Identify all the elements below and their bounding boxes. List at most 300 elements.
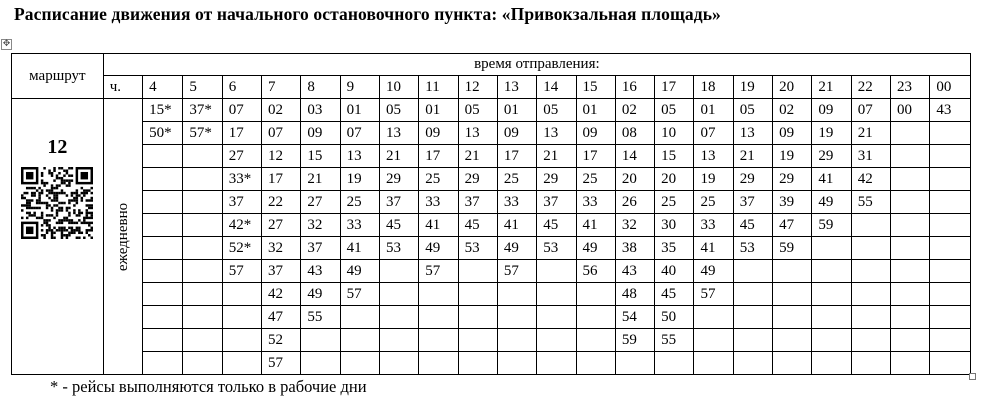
time-cell [183,283,222,306]
time-cell [851,283,890,306]
time-cell [851,260,890,283]
time-cell [379,283,418,306]
time-cell: 49 [340,260,379,283]
time-cell [458,306,497,329]
time-cell [379,260,418,283]
time-cell [812,283,851,306]
time-cell: 43 [301,260,340,283]
time-cell [222,329,261,352]
time-cell: 05 [379,99,418,122]
time-cell: 00 [891,99,930,122]
time-cell: 25 [576,168,615,191]
time-cell: 20 [655,168,694,191]
time-cell: 33 [419,191,458,214]
time-cell [537,352,576,375]
time-cell [930,306,971,329]
time-cell [143,168,183,191]
time-cell: 17 [576,145,615,168]
time-cell [891,122,930,145]
time-cell: 29 [812,145,851,168]
time-cell: 57 [497,260,536,283]
time-cell: 57 [262,352,301,375]
table-row [12,191,971,214]
time-cell: 25 [340,191,379,214]
table-resize-handle[interactable] [969,373,976,380]
time-cell [773,329,812,352]
time-cell [891,352,930,375]
time-cell [183,191,222,214]
time-cell: 29 [537,168,576,191]
daily-cell [103,99,142,375]
time-cell: 45 [537,214,576,237]
table-row [12,352,971,375]
time-cell: 45 [733,214,772,237]
time-cell [537,329,576,352]
time-cell [222,352,261,375]
time-cell: 07 [851,99,890,122]
time-cell: 59 [773,237,812,260]
time-cell [773,260,812,283]
time-cell: 07 [340,122,379,145]
time-cell: 53 [458,237,497,260]
time-cell: 15* [143,99,183,122]
time-cell [891,214,930,237]
table-row [12,329,971,352]
table-row [12,168,971,191]
time-cell: 29 [773,168,812,191]
time-cell [694,352,733,375]
time-cell [458,352,497,375]
time-cell [458,329,497,352]
time-cell: 29 [458,168,497,191]
hour-header-cell: 22 [851,76,890,99]
time-cell: 29 [379,168,418,191]
time-cell: 19 [340,168,379,191]
time-cell [537,260,576,283]
time-cell [733,306,772,329]
hour-header-cell: 21 [812,76,851,99]
time-cell [497,306,536,329]
hour-header-cell: 18 [694,76,733,99]
time-cell [733,352,772,375]
time-cell: 53 [379,237,418,260]
time-cell [183,306,222,329]
time-cell: 01 [419,99,458,122]
time-cell [576,329,615,352]
time-cell: 40 [655,260,694,283]
time-cell: 02 [773,99,812,122]
time-cell [537,306,576,329]
time-cell [340,329,379,352]
time-cell: 41 [340,237,379,260]
time-cell [301,329,340,352]
time-cell [930,168,971,191]
time-cell [930,352,971,375]
time-cell [419,352,458,375]
time-cell [143,214,183,237]
time-cell [183,352,222,375]
hour-header-cell: 4 [143,76,183,99]
time-cell [733,329,772,352]
time-cell: 37 [379,191,418,214]
time-cell: 13 [379,122,418,145]
time-cell [379,329,418,352]
time-cell [773,352,812,375]
table-row [12,122,971,145]
time-cell [694,329,733,352]
time-cell [379,352,418,375]
time-cell: 22 [262,191,301,214]
time-cell: 42 [851,168,890,191]
time-cell: 25 [694,191,733,214]
table-row [12,145,971,168]
route-number: 12 [47,136,68,158]
hour-header-cell: 15 [576,76,615,99]
time-cell: 15 [301,145,340,168]
time-cell [143,329,183,352]
hour-header-cell: 12 [458,76,497,99]
table-row [12,99,971,122]
time-cell: 13 [733,122,772,145]
time-cell [891,237,930,260]
hours-row [12,76,971,99]
time-cell [733,283,772,306]
time-cell [419,283,458,306]
time-cell: 09 [773,122,812,145]
time-cell: 01 [340,99,379,122]
time-cell: 05 [733,99,772,122]
hour-header-cell: 8 [301,76,340,99]
time-cell [222,306,261,329]
time-cell [458,283,497,306]
time-cell [143,260,183,283]
time-cell: 50* [143,122,183,145]
time-cell [930,329,971,352]
hour-header-cell: 17 [655,76,694,99]
time-cell [419,329,458,352]
time-cell: 05 [537,99,576,122]
time-cell: 21 [458,145,497,168]
hour-header-cell: 20 [773,76,812,99]
time-cell: 25 [497,168,536,191]
time-cell [773,283,812,306]
time-cell: 32 [262,237,301,260]
time-cell [615,352,654,375]
time-cell [419,306,458,329]
hour-header-cell: 13 [497,76,536,99]
header-row-1 [12,54,971,76]
time-cell [576,283,615,306]
table-row [12,214,971,237]
time-cell [222,283,261,306]
time-cell: 09 [812,99,851,122]
time-cell: 52* [222,237,261,260]
time-cell: 12 [262,145,301,168]
time-cell: 41 [576,214,615,237]
time-cell: 33 [576,191,615,214]
time-cell [143,283,183,306]
time-cell: 08 [615,122,654,145]
time-cell: 57* [183,122,222,145]
time-cell: 07 [694,122,733,145]
time-cell [733,260,772,283]
time-cell: 49 [694,260,733,283]
time-cell: 42 [262,283,301,306]
time-cell: 27 [222,145,261,168]
time-cell: 38 [615,237,654,260]
time-cell [930,283,971,306]
time-cell: 21 [301,168,340,191]
time-cell: 32 [301,214,340,237]
time-cell: 07 [222,99,261,122]
time-cell [851,352,890,375]
time-cell: 45 [379,214,418,237]
time-cell: 43 [930,99,971,122]
time-cell: 37 [733,191,772,214]
time-cell [930,191,971,214]
time-cell: 02 [615,99,654,122]
time-cell [891,145,930,168]
time-cell: 25 [419,168,458,191]
time-cell [497,352,536,375]
time-cell: 33 [340,214,379,237]
time-cell [340,306,379,329]
time-cell: 37 [301,237,340,260]
time-cell: 17 [222,122,261,145]
time-cell: 49 [301,283,340,306]
time-cell: 26 [615,191,654,214]
time-cell: 41 [812,168,851,191]
time-cell: 07 [262,122,301,145]
time-cell [183,329,222,352]
time-cell [930,122,971,145]
time-cell: 41 [419,214,458,237]
time-cell: 09 [301,122,340,145]
hour-header-cell: 16 [615,76,654,99]
time-cell: 19 [694,168,733,191]
time-cell: 49 [812,191,851,214]
time-cell: 10 [655,122,694,145]
time-cell: 13 [694,145,733,168]
time-cell: 59 [615,329,654,352]
time-cell [812,260,851,283]
daily-label: ежедневно [114,202,131,271]
time-cell: 33* [222,168,261,191]
time-cell: 35 [655,237,694,260]
time-cell: 47 [262,306,301,329]
time-cell: 37 [222,191,261,214]
departure-header: время отправления: [103,54,970,76]
time-cell: 21 [537,145,576,168]
time-cell [891,306,930,329]
time-cell [812,306,851,329]
time-cell: 13 [537,122,576,145]
time-cell [891,260,930,283]
time-cell [143,145,183,168]
time-cell: 27 [262,214,301,237]
time-cell: 01 [694,99,733,122]
time-cell [143,352,183,375]
time-cell [497,329,536,352]
time-cell: 09 [419,122,458,145]
time-cell: 42* [222,214,261,237]
time-cell: 37 [537,191,576,214]
time-cell [655,352,694,375]
time-cell: 37 [458,191,497,214]
time-cell [301,352,340,375]
time-cell: 41 [497,214,536,237]
time-cell [143,237,183,260]
page-title: Расписание движения от начального остановочного пункта: «Привокзальная площадь» [14,4,721,24]
route-header: маршрут [12,54,104,99]
time-cell: 19 [773,145,812,168]
hour-label: ч. [103,76,142,99]
time-cell: 45 [458,214,497,237]
time-cell: 52 [262,329,301,352]
time-cell: 21 [733,145,772,168]
time-cell: 21 [851,122,890,145]
time-cell [576,306,615,329]
time-cell: 32 [615,214,654,237]
time-cell [183,145,222,168]
time-cell [183,260,222,283]
table-row [12,237,971,260]
time-cell: 17 [419,145,458,168]
hour-header-cell: 5 [183,76,222,99]
time-cell: 53 [537,237,576,260]
route-cell [12,99,104,375]
time-cell: 37 [262,260,301,283]
time-cell: 30 [655,214,694,237]
table-move-handle-icon[interactable]: ✥ [2,39,11,49]
time-cell: 20 [615,168,654,191]
time-cell [694,306,733,329]
table-row [12,283,971,306]
time-cell [458,260,497,283]
hour-header-cell: 23 [891,76,930,99]
time-cell [183,214,222,237]
time-cell: 33 [694,214,733,237]
time-cell: 57 [340,283,379,306]
time-cell: 43 [615,260,654,283]
time-cell: 45 [655,283,694,306]
time-cell [143,306,183,329]
time-cell: 09 [576,122,615,145]
time-cell: 13 [458,122,497,145]
time-cell [340,352,379,375]
time-cell: 56 [576,260,615,283]
time-cell: 53 [733,237,772,260]
table-row [12,260,971,283]
time-cell: 49 [419,237,458,260]
hour-header-cell: 9 [340,76,379,99]
hour-header-cell: 14 [537,76,576,99]
time-cell: 31 [851,145,890,168]
time-cell [851,329,890,352]
time-cell: 13 [340,145,379,168]
time-cell [143,191,183,214]
time-cell: 25 [655,191,694,214]
time-cell [891,168,930,191]
time-cell: 01 [497,99,536,122]
time-cell [851,306,890,329]
time-cell: 49 [576,237,615,260]
time-cell: 57 [222,260,261,283]
hour-header-cell: 00 [930,76,971,99]
time-cell: 55 [851,191,890,214]
hour-header-cell: 11 [419,76,458,99]
time-cell: 50 [655,306,694,329]
qr-code-icon [21,167,93,239]
time-cell: 17 [262,168,301,191]
time-cell: 01 [576,99,615,122]
time-cell: 27 [301,191,340,214]
time-cell [891,329,930,352]
time-cell [379,306,418,329]
time-cell: 54 [615,306,654,329]
time-cell [812,352,851,375]
time-cell: 19 [812,122,851,145]
time-cell [576,352,615,375]
time-cell [497,283,536,306]
time-cell [773,306,812,329]
hour-header-cell: 19 [733,76,772,99]
time-cell: 29 [733,168,772,191]
time-cell: 33 [497,191,536,214]
time-cell: 02 [262,99,301,122]
time-cell: 59 [812,214,851,237]
time-cell: 14 [615,145,654,168]
time-cell [930,237,971,260]
time-cell: 37* [183,99,222,122]
schedule-table [11,53,971,375]
hour-header-cell: 10 [379,76,418,99]
time-cell [930,214,971,237]
time-cell [851,237,890,260]
time-cell [183,237,222,260]
hour-header-cell: 6 [222,76,261,99]
hour-header-cell: 7 [262,76,301,99]
time-cell: 57 [694,283,733,306]
time-cell [851,214,890,237]
time-cell: 55 [655,329,694,352]
time-cell: 09 [497,122,536,145]
time-cell: 49 [497,237,536,260]
footnote: * - рейсы выполняются только в рабочие дни [50,377,367,396]
time-cell: 21 [379,145,418,168]
time-cell [183,168,222,191]
time-cell: 05 [458,99,497,122]
table-row [12,306,971,329]
time-cell [891,191,930,214]
time-cell [537,283,576,306]
time-cell: 15 [655,145,694,168]
time-cell: 39 [773,191,812,214]
time-cell: 55 [301,306,340,329]
time-cell: 48 [615,283,654,306]
time-cell [812,329,851,352]
time-cell [891,283,930,306]
time-cell: 05 [655,99,694,122]
time-cell: 03 [301,99,340,122]
time-cell: 41 [694,237,733,260]
time-cell [930,260,971,283]
time-cell [930,145,971,168]
time-cell: 47 [773,214,812,237]
time-cell: 57 [419,260,458,283]
time-cell [812,237,851,260]
time-cell: 17 [497,145,536,168]
